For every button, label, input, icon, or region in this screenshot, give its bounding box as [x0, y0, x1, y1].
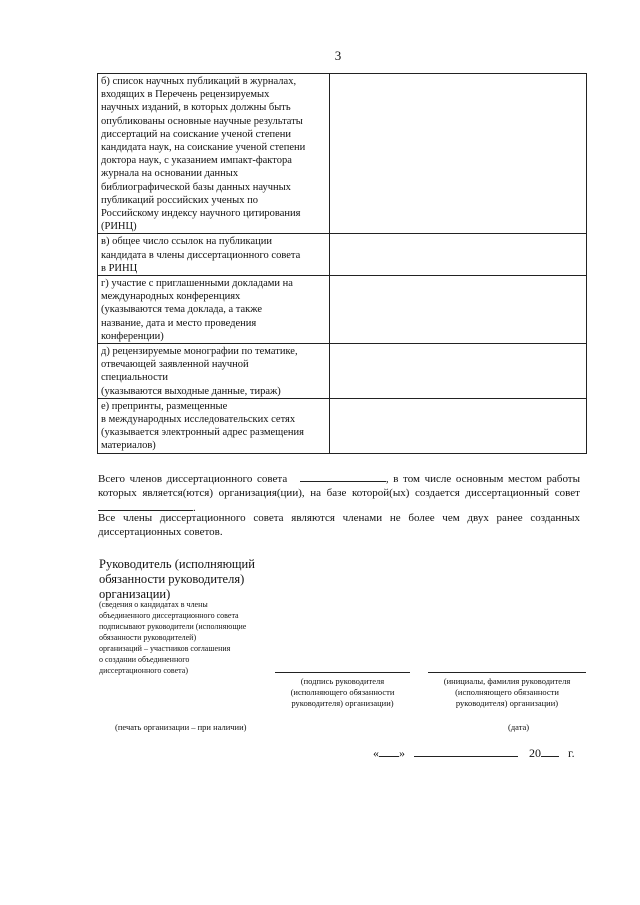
- row-label-preprints: е) препринты, размещенные в международных исследовательских сетях (указывается электронный адрес размещения материалов): [98, 398, 330, 453]
- members-total-text: Всего членов диссертационного совета: [98, 473, 288, 485]
- name-caption: (инициалы, фамилия руководителя (исполняющего обязанности руководителя) организации): [443, 676, 571, 708]
- candidate-info-table: [97, 73, 587, 454]
- table-row: [98, 398, 587, 453]
- date-caption: (дата): [508, 722, 530, 732]
- row-value-conferences[interactable]: [330, 276, 587, 344]
- date-year-prefix: 20: [529, 746, 541, 760]
- date-close-quote: »: [399, 746, 405, 760]
- row-value-publications[interactable]: [330, 74, 587, 234]
- row-label-conferences: г) участие с приглашенными докладами на международных конференциях (указываются тема доклада, а также название, дата и место проведения конференции): [98, 276, 330, 344]
- members-statement: [98, 471, 580, 515]
- statement-period: .: [193, 502, 196, 514]
- row-value-citations[interactable]: [330, 234, 587, 276]
- date-year-suffix: г.: [568, 746, 575, 760]
- name-line[interactable]: [428, 672, 586, 673]
- head-title: Руководитель (исполняющий обязанности руководителя) организации): [99, 557, 255, 601]
- date-day-blank[interactable]: [379, 746, 399, 757]
- seal-caption: (печать организации – при наличии): [115, 722, 247, 732]
- table-row: [98, 344, 587, 399]
- row-label-citations: в) общее число ссылок на публикации кандидата в члены диссертационного совета в РИНЦ: [98, 234, 330, 276]
- head-note: (сведения о кандидатах в члены объединенного диссертационного совета подписывают руководители (исполняющие обязанности руководителей) организаций – участников соглашения о создании объединенного диссертационного совета): [99, 600, 247, 675]
- row-value-preprints[interactable]: [330, 398, 587, 453]
- members-statement-2: Все члены диссертационного совета являются членами не более чем двух ранее созданных диссертационных советов.: [98, 512, 580, 538]
- table-row: [98, 74, 587, 234]
- table-row: [98, 234, 587, 276]
- row-value-monographs[interactable]: [330, 344, 587, 399]
- date-open-quote: «: [373, 746, 379, 760]
- row-label-monographs: д) рецензируемые монографии по тематике, отвечающей заявленной научной специальности (указываются выходные данные, тираж): [98, 344, 330, 399]
- table-row: [98, 276, 587, 344]
- date-year-blank[interactable]: [541, 746, 559, 757]
- signature-caption: (подпись руководителя (исполняющего обязанности руководителя) организации): [290, 676, 395, 708]
- members-main-work-text: , в том числе основным местом работы которых является(ются) организация(ции), на базе которой(ых) создается диссертационный совет: [98, 473, 581, 499]
- members-main-work-blank[interactable]: [98, 500, 193, 511]
- page-number: 3: [334, 48, 342, 63]
- date-month-blank[interactable]: [414, 746, 518, 757]
- members-total-blank[interactable]: [300, 471, 386, 482]
- row-label-publications: б) список научных публикаций в журналах, входящих в Перечень рецензируемых научных изданий, в которых должны быть опубликованы основные научные результаты диссертаций на соискание ученой степени кандидата наук, на соискание ученой степени доктора наук, с указанием импакт-фактора журнала на основании данных библиографической базы данных научных публикаций российских ученых по Российскому индексу научного цитирования (РИНЦ): [98, 74, 330, 234]
- date-row: [373, 746, 575, 761]
- signature-line[interactable]: [275, 672, 410, 673]
